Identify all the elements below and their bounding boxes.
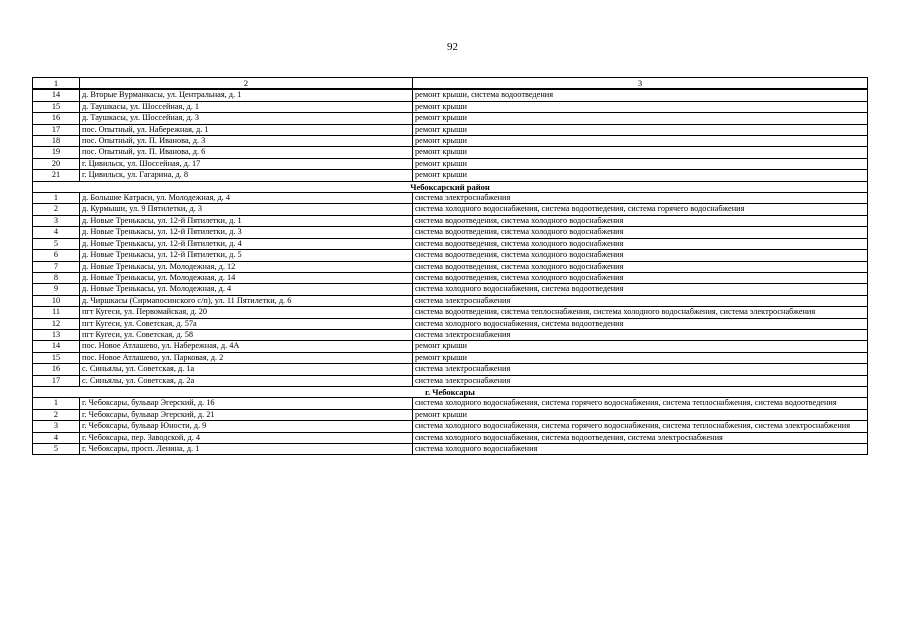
- table-row: [33, 284, 868, 295]
- row-address: д. Новые Тренькасы, ул. 12-й Пятилетки, д. 3: [80, 227, 413, 238]
- row-work-type: ремонт крыши, система водоотведения: [413, 89, 868, 101]
- row-work-type: ремонт крыши: [413, 352, 868, 363]
- row-address: г. Чебоксары, бульвар Эгерский, д. 16: [80, 398, 413, 409]
- table-row: [33, 375, 868, 386]
- table-row: [33, 295, 868, 306]
- row-work-type: ремонт крыши: [413, 409, 868, 420]
- section-title: г. Чебоксары: [33, 386, 868, 397]
- page-number: 92: [447, 41, 458, 53]
- row-address: г. Цивильск, ул. Гагарина, д. 8: [80, 170, 413, 181]
- table-row: [33, 113, 868, 124]
- row-work-type: ремонт крыши: [413, 101, 868, 112]
- section-header-row: [33, 386, 868, 397]
- table-row: [33, 398, 868, 409]
- table-row: [33, 421, 868, 432]
- row-work-type: ремонт крыши: [413, 341, 868, 352]
- table-row: [33, 238, 868, 249]
- row-work-type: ремонт крыши: [413, 158, 868, 169]
- row-address: пгт Кугеси, ул. Первомайская, д. 20: [80, 307, 413, 318]
- row-work-type: система водоотведения, система холодного водоснабжения: [413, 261, 868, 272]
- row-address: с. Синьялы, ул. Советская, д. 1а: [80, 364, 413, 375]
- table-row: [33, 261, 868, 272]
- row-number: 8: [33, 272, 80, 283]
- row-number: 16: [33, 364, 80, 375]
- row-work-type: система холодного водоснабжения, система горячего водоснабжения, система теплоснабжения, система водоотведения: [413, 398, 868, 409]
- row-work-type: ремонт крыши: [413, 147, 868, 158]
- row-address: с. Синьялы, ул. Советская, д. 2а: [80, 375, 413, 386]
- row-work-type: система холодного водоснабжения, система водоотведения, система горячего водоснабжения: [413, 204, 868, 215]
- row-work-type: система водоотведения, система холодного водоснабжения: [413, 238, 868, 249]
- row-work-type: система водоотведения, система теплоснабжения, система холодного водоснабжения, система электроснабжения: [413, 307, 868, 318]
- repair-list-table: [32, 77, 868, 455]
- table-row: [33, 432, 868, 443]
- row-address: д. Новые Тренькасы, ул. Молодежная, д. 14: [80, 272, 413, 283]
- row-address: пгт Кугеси, ул. Советская, д. 57а: [80, 318, 413, 329]
- row-address: г. Чебоксары, бульвар Эгерский, д. 21: [80, 409, 413, 420]
- row-work-type: система электроснабжения: [413, 295, 868, 306]
- table-row: [33, 352, 868, 363]
- table-row: [33, 272, 868, 283]
- header-col-3: 3: [413, 78, 868, 90]
- row-address: г. Чебоксары, бульвар Юности, д. 9: [80, 421, 413, 432]
- row-work-type: ремонт крыши: [413, 170, 868, 181]
- row-number: 19: [33, 147, 80, 158]
- row-address: д. Таушкасы, ул. Шоссейная, д. 1: [80, 101, 413, 112]
- row-work-type: ремонт крыши: [413, 136, 868, 147]
- row-number: 14: [33, 341, 80, 352]
- row-work-type: система водоотведения, система холодного водоснабжения: [413, 272, 868, 283]
- row-address: г. Чебоксары, просп. Ленина, д. 1: [80, 444, 413, 455]
- row-address: д. Курмыши, ул. 9 Пятилетки, д. 3: [80, 204, 413, 215]
- table-row: [33, 215, 868, 226]
- row-number: 15: [33, 352, 80, 363]
- row-number: 1: [33, 398, 80, 409]
- row-number: 7: [33, 261, 80, 272]
- table-row: [33, 124, 868, 135]
- table-row: [33, 409, 868, 420]
- row-work-type: ремонт крыши: [413, 113, 868, 124]
- row-address: д. Новые Тренькасы, ул. 12-й Пятилетки, д. 5: [80, 250, 413, 261]
- row-work-type: система холодного водоснабжения, система водоотведения, система электроснабжения: [413, 432, 868, 443]
- row-address: д. Новые Тренькасы, ул. 12-й Пятилетки, д. 4: [80, 238, 413, 249]
- row-work-type: система холодного водоснабжения, система водоотведения: [413, 318, 868, 329]
- row-address: пос. Опытный, ул. Набережная, д. 1: [80, 124, 413, 135]
- row-number: 11: [33, 307, 80, 318]
- row-number: 6: [33, 250, 80, 261]
- row-work-type: система электроснабжения: [413, 375, 868, 386]
- row-number: 20: [33, 158, 80, 169]
- row-work-type: система холодного водоснабжения, система водоотведения: [413, 284, 868, 295]
- row-number: 21: [33, 170, 80, 181]
- row-number: 14: [33, 89, 80, 101]
- row-address: пос. Опытный, ул. П. Иванова, д. 6: [80, 147, 413, 158]
- row-work-type: система водоотведения, система холодного водоснабжения: [413, 227, 868, 238]
- row-work-type: система холодного водоснабжения: [413, 444, 868, 455]
- row-work-type: система водоотведения, система холодного водоснабжения: [413, 250, 868, 261]
- row-address: пос. Новое Атлашево, ул. Парковая, д. 2: [80, 352, 413, 363]
- row-address: д. Таушкасы, ул. Шоссейная, д. 3: [80, 113, 413, 124]
- row-address: д. Новые Тренькасы, ул. Молодежная, д. 12: [80, 261, 413, 272]
- table-row: [33, 204, 868, 215]
- table-row: [33, 170, 868, 181]
- table-row: [33, 101, 868, 112]
- row-number: 13: [33, 329, 80, 340]
- row-address: г. Цивильск, ул. Шоссейная, д. 17: [80, 158, 413, 169]
- header-row: [33, 78, 868, 90]
- row-work-type: система электроснабжения: [413, 364, 868, 375]
- row-number: 5: [33, 444, 80, 455]
- header-col-1: 1: [33, 78, 80, 90]
- row-address: д. Чиршкасы (Сирмапосинского с/п), ул. 11 Пятилетки, д. 6: [80, 295, 413, 306]
- table-row: [33, 307, 868, 318]
- row-work-type: система холодного водоснабжения, система горячего водоснабжения, система теплоснабжения, система электроснабжения: [413, 421, 868, 432]
- table-row: [33, 329, 868, 340]
- row-number: 3: [33, 215, 80, 226]
- row-number: 1: [33, 193, 80, 204]
- row-number: 3: [33, 421, 80, 432]
- table-body: [33, 78, 868, 455]
- row-number: 18: [33, 136, 80, 147]
- table-row: [33, 227, 868, 238]
- table-row: [33, 158, 868, 169]
- row-number: 15: [33, 101, 80, 112]
- row-number: 2: [33, 409, 80, 420]
- row-address: пос. Новое Атлашево, ул. Набережная, д. 4А: [80, 341, 413, 352]
- header-col-2: 2: [80, 78, 413, 90]
- table-row: [33, 364, 868, 375]
- row-work-type: ремонт крыши: [413, 124, 868, 135]
- row-address: пос. Опытный, ул. П. Иванова, д. 3: [80, 136, 413, 147]
- row-work-type: система электроснабжения: [413, 193, 868, 204]
- row-number: 17: [33, 124, 80, 135]
- row-address: д. Новые Тренькасы, ул. Молодежная, д. 4: [80, 284, 413, 295]
- row-number: 17: [33, 375, 80, 386]
- table-row: [33, 341, 868, 352]
- table-row: [33, 250, 868, 261]
- row-work-type: система электроснабжения: [413, 329, 868, 340]
- row-number: 16: [33, 113, 80, 124]
- row-address: пгт Кугеси, ул. Советская, д. 58: [80, 329, 413, 340]
- table-row: [33, 89, 868, 101]
- table-row: [33, 444, 868, 455]
- section-header-row: [33, 181, 868, 192]
- row-number: 2: [33, 204, 80, 215]
- table-row: [33, 136, 868, 147]
- row-number: 5: [33, 238, 80, 249]
- row-number: 4: [33, 227, 80, 238]
- row-address: д. Вторые Вурманкасы, ул. Центральная, д. 1: [80, 89, 413, 101]
- row-number: 4: [33, 432, 80, 443]
- table-row: [33, 318, 868, 329]
- row-work-type: система водоотведения, система холодного водоснабжения: [413, 215, 868, 226]
- row-address: д. Новые Тренькасы, ул. 12-й Пятилетки, д. 1: [80, 215, 413, 226]
- row-address: г. Чебоксары, пер. Заводской, д. 4: [80, 432, 413, 443]
- table-row: [33, 193, 868, 204]
- table-row: [33, 147, 868, 158]
- row-number: 9: [33, 284, 80, 295]
- section-title: Чебоксарский район: [33, 181, 868, 192]
- row-number: 10: [33, 295, 80, 306]
- row-address: д. Большие Катраси, ул. Молодежная, д. 4: [80, 193, 413, 204]
- row-number: 12: [33, 318, 80, 329]
